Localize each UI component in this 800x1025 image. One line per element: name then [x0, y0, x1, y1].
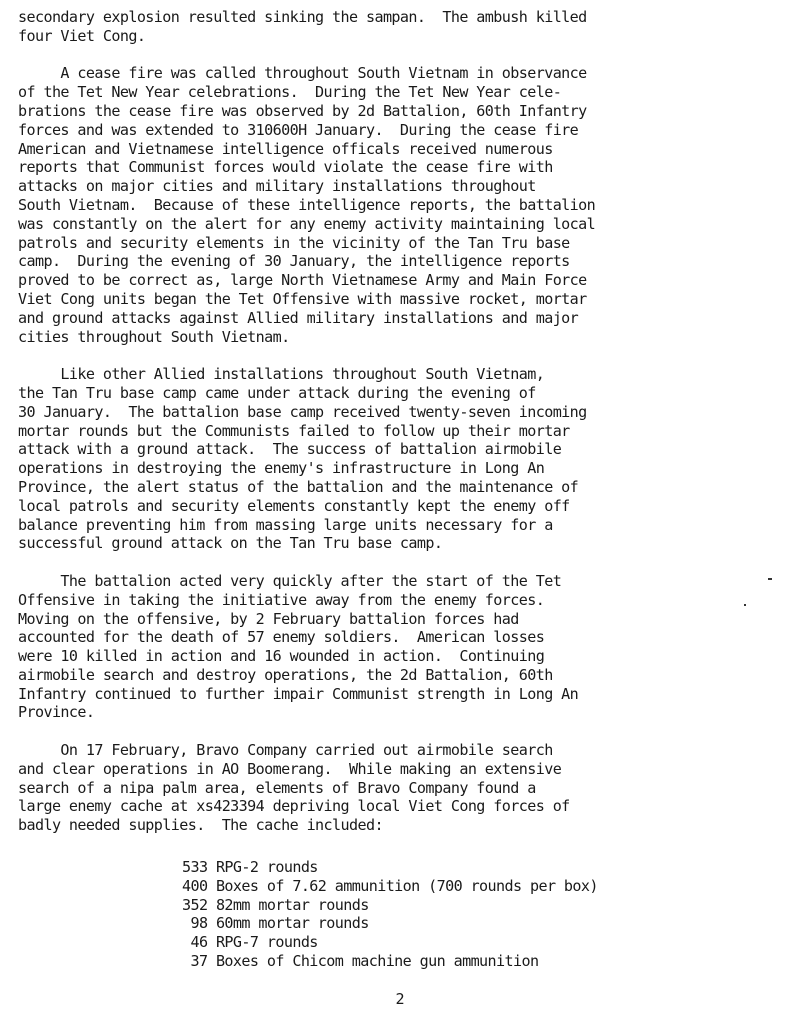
- text-line: South Vietnam. Because of these intelligence reports, the battalion: [18, 195, 596, 214]
- text-line: reports that Communist forces would violate the cease fire with: [18, 158, 553, 177]
- text-line: attacks on major cities and military installations throughout: [18, 177, 536, 196]
- text-line: Like other Allied installations throughout South Vietnam,: [18, 365, 545, 384]
- text-line: search of a nipa palm area, elements of Bravo Company found a: [18, 778, 536, 797]
- text-line: Infantry continued to further impair Communist strength in Long An: [18, 684, 579, 703]
- text-line: Province, the alert status of the battalion and the maintenance of: [18, 477, 579, 496]
- text-line: and ground attacks against Allied military installations and major: [18, 308, 579, 327]
- text-line: Moving on the offensive, by 2 February battalion forces had: [18, 609, 519, 628]
- text-line: mortar rounds but the Communists failed to follow up their mortar: [18, 421, 570, 440]
- text-line: and clear operations in AO Boomerang. While making an extensive: [18, 759, 562, 778]
- text-line: the Tan Tru base camp came under attack during the evening of: [18, 383, 536, 402]
- text-line: The battalion acted very quickly after the start of the Tet: [18, 571, 562, 590]
- text-line: accounted for the death of 57 enemy soldiers. American losses: [18, 628, 545, 647]
- list-item: 533 RPG-2 rounds: [182, 858, 318, 876]
- text-line: Offensive in taking the initiative away from the enemy forces.: [18, 590, 545, 609]
- scan-speck: [768, 578, 772, 580]
- scan-speck: [744, 604, 746, 606]
- text-line: four Viet Cong.: [18, 26, 146, 45]
- text-line: airmobile search and destroy operations, the 2d Battalion, 60th: [18, 665, 553, 684]
- text-line: On 17 February, Bravo Company carried out airmobile search: [18, 741, 553, 760]
- page-number: 2: [395, 990, 405, 1008]
- cache-inventory-list: [182, 858, 598, 971]
- text-line: forces and was extended to 310600H January. During the cease fire: [18, 120, 579, 139]
- text-line: operations in destroying the enemy's infrastructure in Long An: [18, 459, 545, 478]
- list-item: 400 Boxes of 7.62 ammunition (700 rounds per box): [182, 876, 598, 895]
- paragraph-5: [18, 741, 788, 835]
- text-line: balance preventing him from massing large units necessary for a: [18, 515, 553, 534]
- text-line: proved to be correct as, large North Vietnamese Army and Main Force: [18, 271, 587, 290]
- text-line: camp. During the evening of 30 January, the intelligence reports: [18, 252, 570, 271]
- text-line: successful ground attack on the Tan Tru base camp.: [18, 534, 443, 553]
- text-line: Province.: [18, 703, 95, 722]
- text-line: 30 January. The battalion base camp received twenty-seven incoming: [18, 402, 587, 421]
- paragraph-2: [18, 64, 788, 346]
- text-line: badly needed supplies. The cache included:: [18, 816, 383, 835]
- list-item: 46 RPG-7 rounds: [182, 933, 318, 952]
- list-item: 352 82mm mortar rounds: [182, 895, 369, 914]
- text-line: patrols and security elements in the vicinity of the Tan Tru base: [18, 233, 570, 252]
- text-line: local patrols and security elements constantly kept the enemy off: [18, 496, 570, 515]
- paragraph-1: [18, 8, 788, 46]
- paragraph-3: [18, 365, 788, 553]
- text-line: large enemy cache at xs423394 depriving local Viet Cong forces of: [18, 797, 570, 816]
- text-line: secondary explosion resulted sinking the sampan. The ambush killed: [18, 8, 587, 26]
- list-item: 98 60mm mortar rounds: [182, 914, 369, 933]
- paragraph-4: [18, 572, 788, 722]
- text-line: brations the cease fire was observed by 2d Battalion, 60th Infantry: [18, 101, 587, 120]
- text-line: cities throughout South Vietnam.: [18, 327, 290, 346]
- document-body: [18, 8, 788, 854]
- text-line: Viet Cong units began the Tet Offensive with massive rocket, mortar: [18, 289, 587, 308]
- text-line: American and Vietnamese intelligence officals received numerous: [18, 139, 553, 158]
- text-line: of the Tet New Year celebrations. During the Tet New Year cele-: [18, 83, 562, 102]
- text-line: attack with a ground attack. The success of battalion airmobile: [18, 440, 562, 459]
- text-line: was constantly on the alert for any enemy activity maintaining local: [18, 214, 596, 233]
- text-line: were 10 killed in action and 16 wounded in action. Continuing: [18, 647, 545, 666]
- text-line: A cease fire was called throughout South Vietnam in observance: [18, 64, 587, 83]
- list-item: 37 Boxes of Chicom machine gun ammunition: [182, 951, 539, 970]
